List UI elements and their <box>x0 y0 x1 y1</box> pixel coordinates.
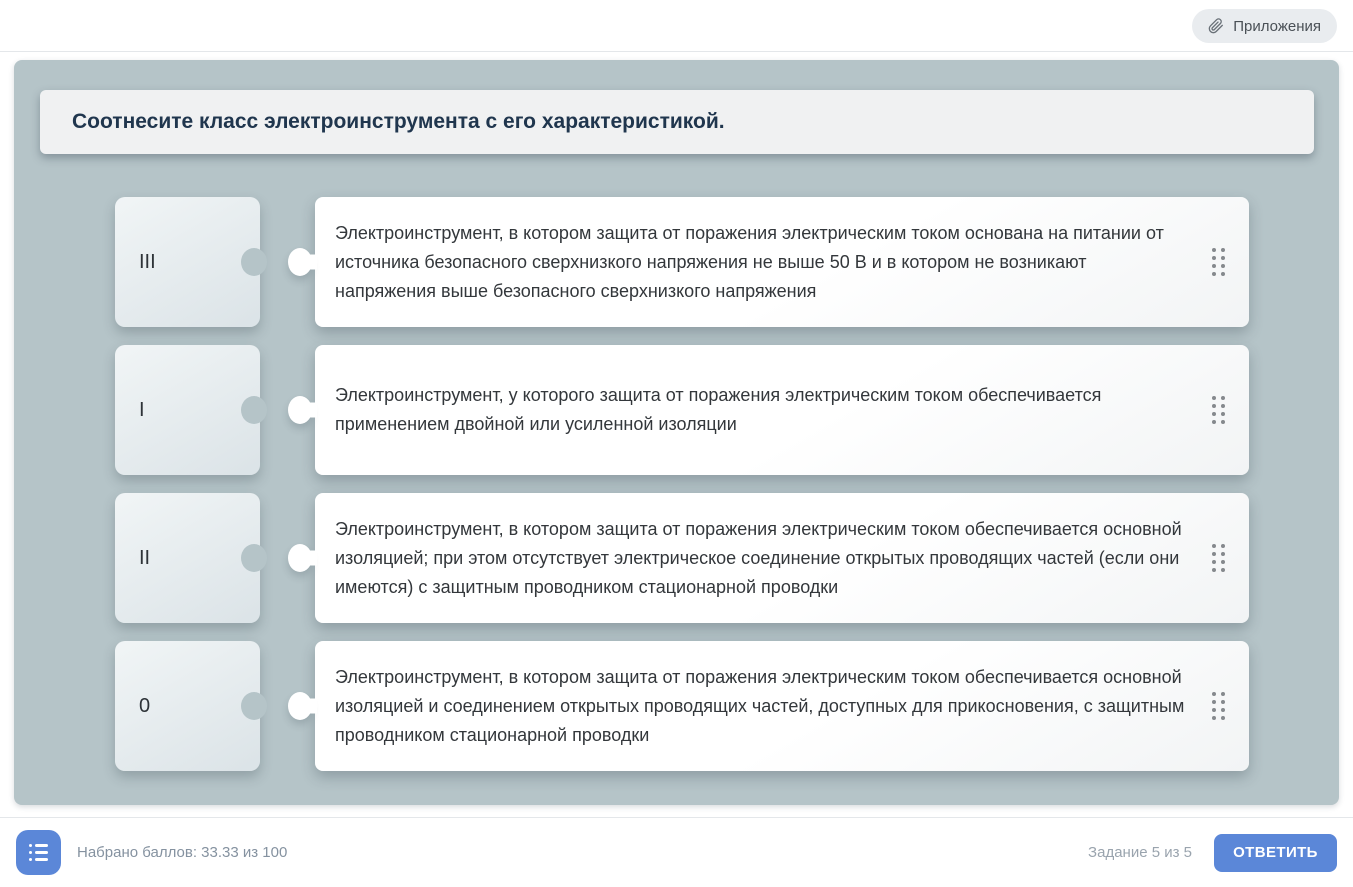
description-text: Электроинструмент, в котором защита от поражения электрическим током основана на питании от источника безопасного сверхнизкого напряжения не выше 50 В и в котором не возникают напряжения выше безопасного сверхнизкого напряжения <box>335 222 1164 301</box>
puzzle-notch <box>241 396 267 424</box>
puzzle-knob-neck <box>301 551 317 566</box>
puzzle-knob-neck <box>301 403 317 418</box>
description-text: Электроинструмент, в котором защита от поражения электрическим током обеспечивается основной изоляцией; при этом отсутствует электрическое соединение открытых проводящих частей (если они имеются) с защитным проводником стационарной проводки <box>335 518 1182 597</box>
task-counter: Задание 5 из 5 <box>1088 844 1192 861</box>
attachments-button[interactable] <box>1192 9 1337 43</box>
question-title: Соотнесите класс электроинструмента с его характеристикой. <box>72 110 725 133</box>
description-card[interactable] <box>315 493 1249 623</box>
description-text: Электроинструмент, у которого защита от поражения электрическим током обеспечивается применением двойной или усиленной изоляции <box>335 385 1102 434</box>
description-card[interactable] <box>315 641 1249 771</box>
puzzle-knob-neck <box>301 255 317 270</box>
attachments-button-label: Приложения <box>1233 17 1321 35</box>
description-card[interactable] <box>315 345 1249 475</box>
puzzle-knob-neck <box>301 699 317 714</box>
match-row <box>115 493 1249 623</box>
class-tile-label: II <box>139 546 151 569</box>
task-list-button[interactable] <box>16 830 61 875</box>
class-tile[interactable] <box>115 345 260 475</box>
description-text: Электроинструмент, в котором защита от поражения электрическим током обеспечивается основной изоляцией и соединением открытых проводящих частей, доступных для прикосновения, с защитным проводником стационарной проводки <box>335 666 1185 745</box>
question-board <box>14 60 1339 805</box>
class-tile-label: III <box>139 250 156 273</box>
description-card[interactable] <box>315 197 1249 327</box>
class-tile[interactable] <box>115 641 260 771</box>
match-row <box>115 197 1249 327</box>
match-row <box>115 641 1249 771</box>
puzzle-notch <box>241 248 267 276</box>
match-row <box>115 345 1249 475</box>
paperclip-icon <box>1208 18 1224 34</box>
score-text: Набрано баллов: 33.33 из 100 <box>77 844 288 861</box>
grip-dots-icon[interactable] <box>1212 396 1225 424</box>
question-title-box <box>40 90 1314 154</box>
top-bar <box>0 0 1353 52</box>
grip-dots-icon[interactable] <box>1212 692 1225 720</box>
class-tile[interactable] <box>115 197 260 327</box>
puzzle-notch <box>241 692 267 720</box>
puzzle-notch <box>241 544 267 572</box>
class-tile-label: 0 <box>139 694 151 717</box>
match-rows <box>115 197 1249 789</box>
class-tile-label: I <box>139 398 145 421</box>
list-icon <box>29 844 48 861</box>
answer-button[interactable]: ОТВЕТИТЬ <box>1214 834 1337 872</box>
footer-bar <box>0 817 1353 887</box>
grip-dots-icon[interactable] <box>1212 544 1225 572</box>
grip-dots-icon[interactable] <box>1212 248 1225 276</box>
class-tile[interactable] <box>115 493 260 623</box>
